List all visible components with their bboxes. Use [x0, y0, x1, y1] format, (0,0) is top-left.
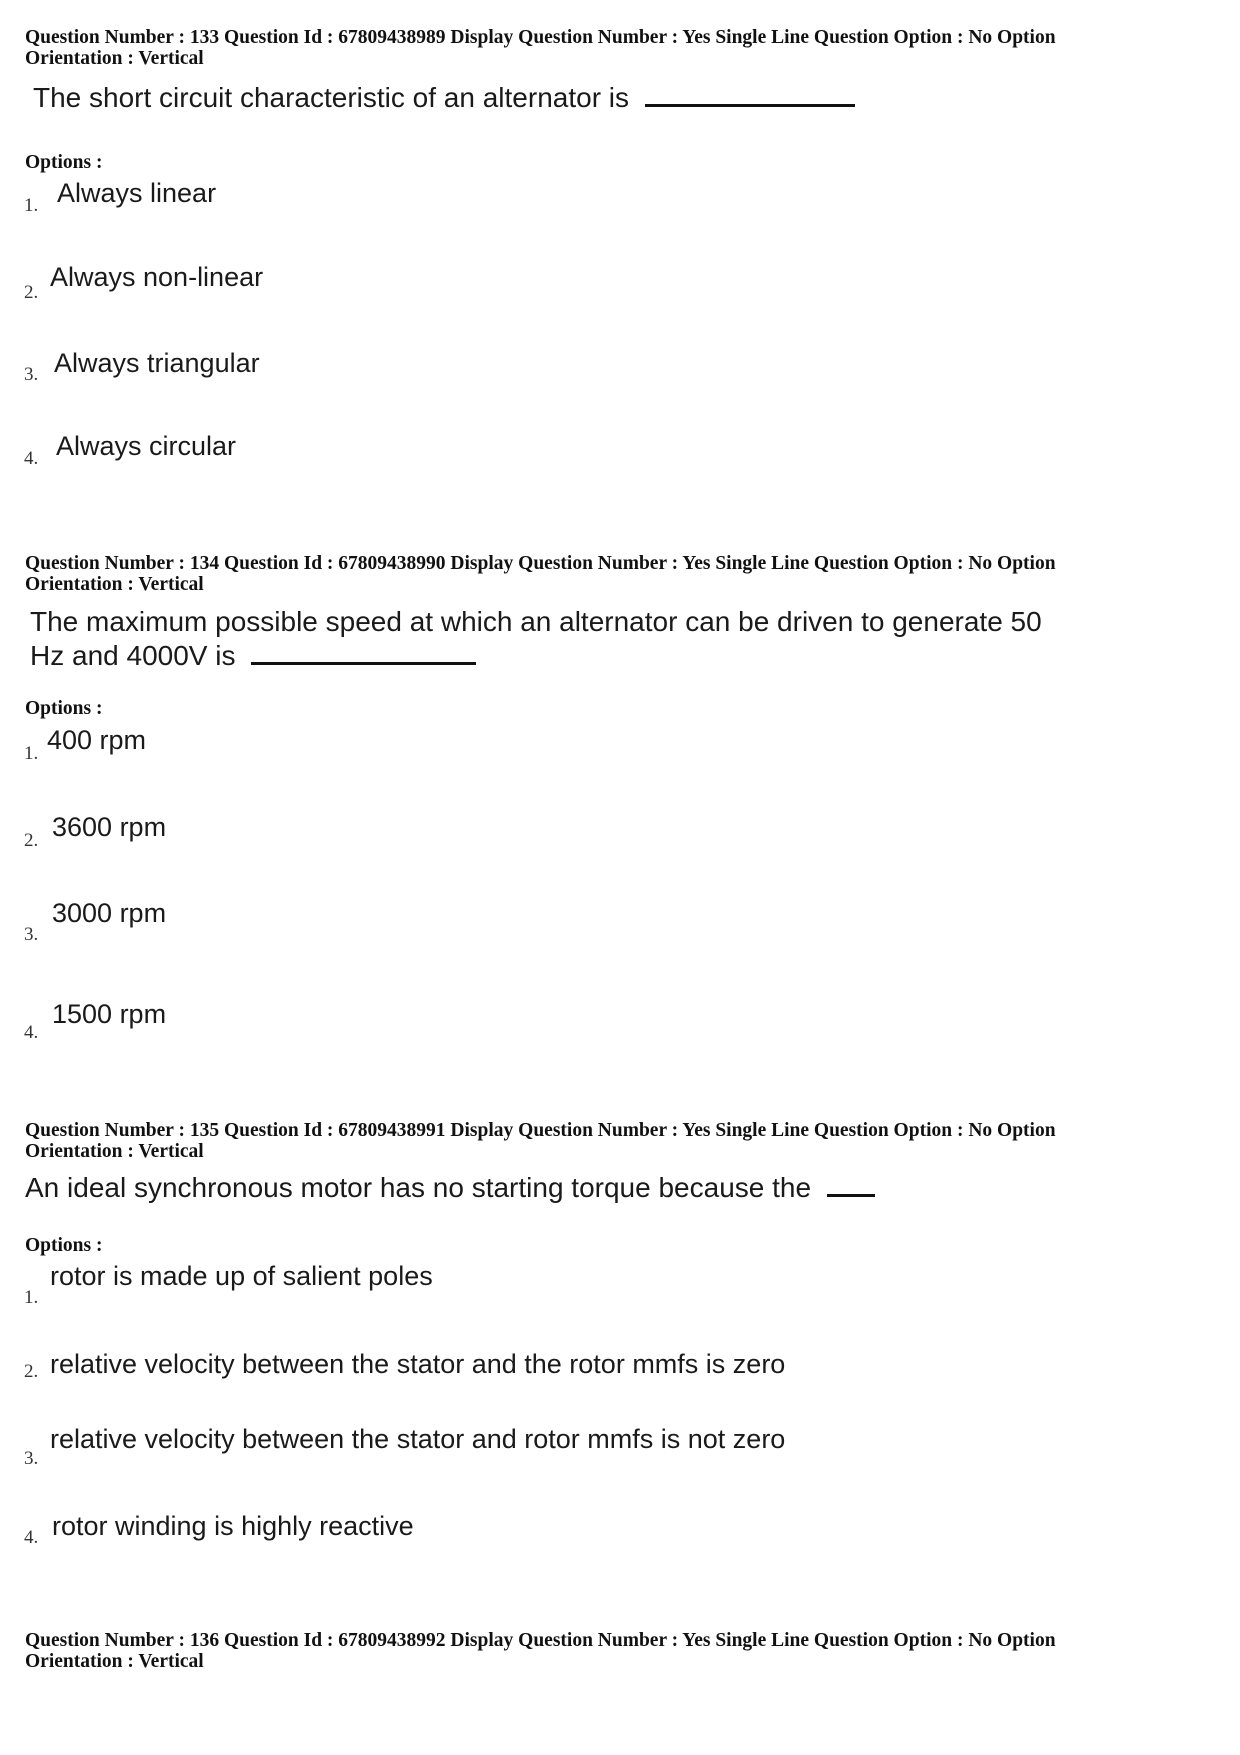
option-number: 4. — [24, 1527, 39, 1548]
question-meta-line: Orientation : Vertical — [25, 1141, 204, 1162]
question-text: An ideal synchronous motor has no starting torque because the — [25, 1172, 812, 1203]
option-text: rotor winding is highly reactive — [52, 1511, 414, 1541]
option-text: Always non-linear — [50, 262, 264, 292]
option-text: Always linear — [57, 178, 217, 208]
option-text: 400 rpm — [47, 725, 147, 755]
options-label: Options : — [25, 152, 103, 173]
question-text: Hz and 4000V is — [30, 640, 236, 671]
question-meta-line: Orientation : Vertical — [25, 1651, 204, 1672]
question-134-text — [30, 605, 1042, 673]
question-meta-line: Question Number : 133 Question Id : 67809438989 Display Question Number : Yes Single Line Question Option : No Option — [25, 27, 1056, 48]
options-label: Options : — [25, 698, 103, 719]
question-text-line — [30, 639, 1042, 673]
question-135-meta — [25, 1120, 1215, 1162]
question-133-meta — [25, 27, 1215, 69]
question-meta-line: Orientation : Vertical — [25, 48, 204, 69]
option-number: 1. — [24, 1287, 39, 1308]
options-label: Options : — [25, 1235, 103, 1256]
question-meta-line: Question Number : 134 Question Id : 67809438990 Display Question Number : Yes Single Line Question Option : No Option — [25, 553, 1056, 574]
option-number: 2. — [24, 282, 39, 303]
option-number: 1. — [24, 195, 39, 216]
option-text: 3600 rpm — [52, 812, 167, 842]
option-number: 1. — [24, 743, 39, 764]
option-text: 3000 rpm — [52, 898, 167, 928]
option-number: 3. — [24, 1448, 39, 1469]
answer-blank — [827, 1174, 875, 1197]
question-134-meta — [25, 553, 1215, 595]
question-text: The short circuit characteristic of an alternator is — [33, 82, 630, 113]
option-text: rotor is made up of salient poles — [50, 1261, 433, 1291]
option-text: relative velocity between the stator and the rotor mmfs is zero — [50, 1349, 786, 1379]
answer-blank — [251, 642, 476, 665]
answer-blank — [645, 84, 855, 107]
option-text: Always triangular — [54, 348, 260, 378]
option-number: 2. — [24, 830, 39, 851]
option-number: 3. — [24, 364, 39, 385]
option-number: 4. — [24, 448, 39, 469]
option-text: 1500 rpm — [52, 999, 167, 1029]
question-text-line: The maximum possible speed at which an alternator can be driven to generate 50 — [30, 606, 1042, 637]
option-number: 4. — [24, 1022, 39, 1043]
option-text: relative velocity between the stator and rotor mmfs is not zero — [50, 1424, 786, 1454]
question-meta-line: Question Number : 136 Question Id : 67809438992 Display Question Number : Yes Single Line Question Option : No Option — [25, 1630, 1056, 1651]
question-meta-line: Orientation : Vertical — [25, 574, 204, 595]
option-number: 2. — [24, 1361, 39, 1382]
question-136-meta — [25, 1630, 1215, 1672]
question-135-text — [25, 1171, 875, 1205]
option-number: 3. — [24, 924, 39, 945]
question-meta-line: Question Number : 135 Question Id : 67809438991 Display Question Number : Yes Single Line Question Option : No Option — [25, 1120, 1056, 1141]
question-133-text — [33, 81, 855, 115]
option-text: Always circular — [56, 431, 237, 461]
